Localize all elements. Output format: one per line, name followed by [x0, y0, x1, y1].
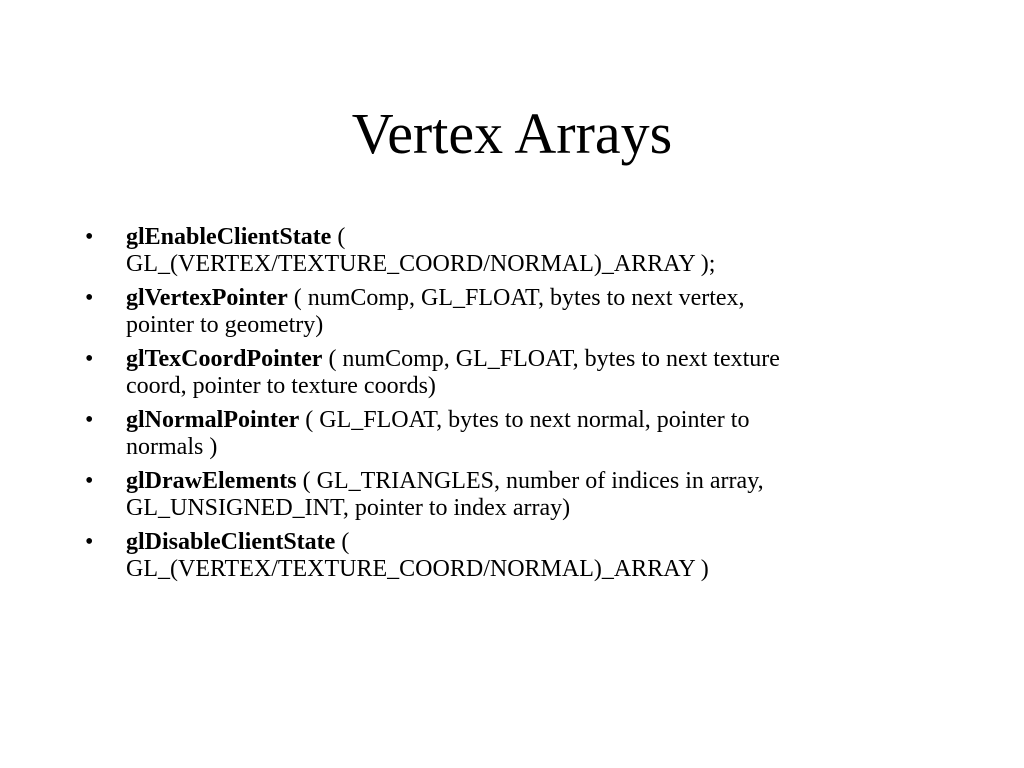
function-args-line2: GL_(VERTEX/TEXTURE_COORD/NORMAL)_ARRAY );	[126, 251, 716, 277]
bullet-item-gl-enable-client-state	[85, 224, 935, 278]
function-args-line1: (	[335, 529, 350, 555]
bullet-item-gl-disable-client-state	[85, 529, 935, 583]
function-args-line1: ( numComp, GL_FLOAT, bytes to next texture	[322, 346, 780, 372]
function-args-line1: ( GL_TRIANGLES, number of indices in array,	[296, 468, 764, 494]
bullet-item-gl-tex-coord-pointer	[85, 346, 935, 400]
bullet-item-gl-vertex-pointer	[85, 285, 935, 339]
bullet-icon: •	[85, 529, 94, 555]
function-args-line1: (	[331, 224, 346, 250]
function-name: glDisableClientState	[126, 529, 336, 555]
function-args-line1: ( GL_FLOAT, bytes to next normal, pointer to	[299, 407, 750, 433]
bullet-item-gl-draw-elements	[85, 468, 935, 522]
bullet-icon: •	[85, 407, 94, 433]
function-name: glNormalPointer	[126, 407, 300, 433]
function-name: glDrawElements	[126, 468, 297, 494]
function-args-line2: pointer to geometry)	[126, 312, 324, 338]
function-name: glTexCoordPointer	[126, 346, 323, 372]
function-name: glVertexPointer	[126, 285, 288, 311]
bullet-icon: •	[85, 224, 94, 250]
bullet-icon: •	[85, 346, 94, 372]
bullet-icon: •	[85, 285, 94, 311]
function-args-line1: ( numComp, GL_FLOAT, bytes to next vertex,	[287, 285, 745, 311]
function-args-line2: normals )	[126, 434, 218, 460]
slide-title: Vertex Arrays	[351, 101, 673, 166]
function-args-line2: coord, pointer to texture coords)	[126, 373, 436, 399]
function-args-line2: GL_(VERTEX/TEXTURE_COORD/NORMAL)_ARRAY )	[126, 556, 709, 582]
function-args-line2: GL_UNSIGNED_INT, pointer to index array)	[126, 495, 571, 521]
function-name: glEnableClientState	[126, 224, 332, 250]
bullet-list	[85, 224, 935, 590]
bullet-item-gl-normal-pointer	[85, 407, 935, 461]
bullet-icon: •	[85, 468, 94, 494]
